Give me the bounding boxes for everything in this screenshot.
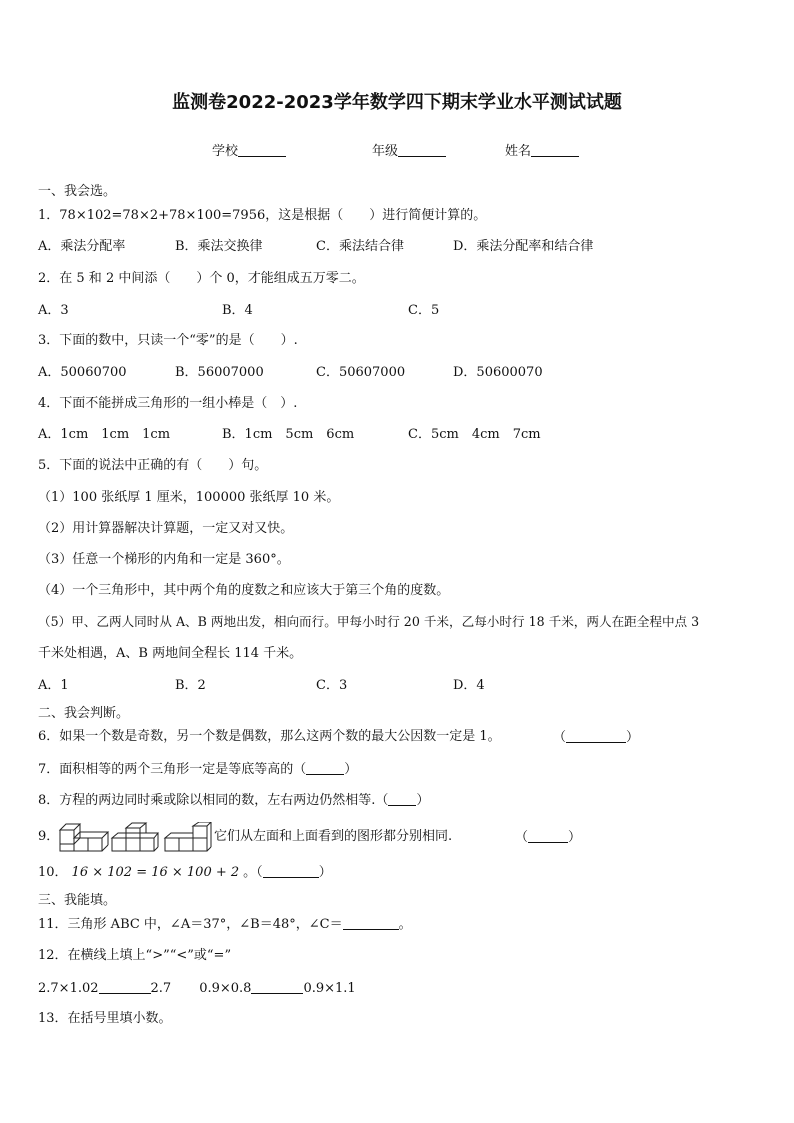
q12-blank-1[interactable] [99, 979, 151, 994]
q11-answer-blank[interactable] [343, 915, 399, 930]
q12-expr-1: 2.7×1.02 [38, 981, 99, 996]
q9-open: （ [515, 830, 529, 845]
question-10 [38, 863, 332, 882]
q10-tail: 。（ [243, 865, 263, 880]
q2-option-a[interactable]: A．3 [38, 303, 69, 318]
section-heading: 三、我能填。 [38, 893, 117, 908]
q5-option-b[interactable]: B．2 [175, 678, 206, 693]
q3-option-a[interactable]: A．50060700 [38, 365, 127, 380]
q5-option-c[interactable]: C．3 [316, 678, 348, 693]
question-12: 12．在横线上填上“>”“<”或“=” [38, 948, 232, 963]
q11-text: 11．三角形 ABC 中，∠A＝37°，∠B＝48°，∠C＝ [38, 917, 343, 932]
q5-statement-5: （5）甲、乙两人同时从 A、B 两地出发，相向而行。甲每小时行 20 千米，乙每小时行 18 千米，两人在距全程中点 3 [38, 614, 700, 629]
question-9: 它们从左面和上面看到的图形都分别相同. [214, 829, 453, 844]
q12-blank-2[interactable] [251, 979, 303, 994]
section-heading: 二、我会判断。 [38, 706, 130, 721]
question-5: 5．下面的说法中正确的有（ ）句。 [38, 458, 268, 473]
question-7 [38, 760, 357, 779]
q5-option-a[interactable]: A．1 [38, 678, 69, 693]
q5-statement-4: （4）一个三角形中，其中两个角的度数之和应该大于第三个角的度数。 [38, 583, 450, 598]
q3-option-b[interactable]: B．56007000 [175, 365, 264, 380]
q12-expr-3: 0.9×0.8 [199, 981, 252, 996]
question-4: 4．下面不能拼成三角形的一组小棒是（ ）. [38, 396, 298, 411]
q10-close: ） [318, 865, 332, 880]
name-field [505, 140, 579, 159]
q5-statement-1: （1）100 张纸厚 1 厘米，100000 张纸厚 10 米。 [38, 490, 340, 505]
q8-close: ） [416, 793, 430, 808]
question-8 [38, 791, 429, 810]
cube-figure-3 [163, 822, 213, 852]
question-13: 13．在括号里填小数。 [38, 1011, 172, 1026]
q7-answer-blank[interactable] [306, 760, 344, 775]
question-6: 6．如果一个数是奇数，另一个数是偶数，那么这两个数的最大公因数一定是 1。 [38, 729, 501, 744]
grade-blank[interactable] [398, 142, 446, 157]
q9-answer-bracket[interactable] [515, 828, 581, 847]
q1-option-a[interactable]: A．乘法分配率 [38, 239, 126, 254]
q8-text: 8．方程的两边同时乘或除以相同的数，左右两边仍然相等.（ [38, 793, 389, 808]
q12-expr-4: 0.9×1.1 [303, 981, 356, 996]
q2-option-c[interactable]: C．5 [408, 303, 440, 318]
q9-close: ） [568, 830, 582, 845]
page-title: 监测卷2022-2023学年数学四下期末学业水平测试试题 [172, 92, 622, 113]
q5-statement-3: （3）任意一个梯形的内角和一定是 360°。 [38, 552, 290, 567]
q6-answer-bracket[interactable]: （ ） [553, 730, 640, 745]
cube-figure-1 [58, 822, 110, 852]
school-label: 学校 [212, 144, 239, 159]
q12-expr-2: 2.7 [150, 981, 172, 996]
q1-option-b[interactable]: B．乘法交换律 [175, 239, 263, 254]
q7-close: ） [344, 762, 358, 777]
q8-answer-blank[interactable] [388, 791, 416, 806]
name-label: 姓名 [505, 144, 532, 159]
q10-number: 10． [38, 865, 68, 880]
question-11 [38, 915, 412, 934]
q4-option-a[interactable]: A．1cm 1cm 1cm [38, 427, 171, 442]
q2-option-b[interactable]: B．4 [222, 303, 253, 318]
q12-comparisons [38, 979, 356, 998]
question-3: 3．下面的数中，只读一个“零”的是（ ）. [38, 333, 298, 348]
q10-equation: 16 × 102 = 16 × 100 + 2 [71, 865, 240, 880]
name-blank[interactable] [531, 142, 579, 157]
question-2: 2．在 5 和 2 中间添（ ）个 0，才能组成五万零二。 [38, 271, 365, 286]
q3-option-d[interactable]: D．50600070 [453, 365, 543, 380]
school-field [212, 140, 286, 159]
q1-option-c[interactable]: C．乘法结合律 [316, 239, 404, 254]
q9-answer-blank[interactable] [528, 828, 568, 843]
grade-field [372, 140, 446, 159]
q5-option-d[interactable]: D．4 [453, 678, 485, 693]
q3-option-c[interactable]: C．50607000 [316, 365, 406, 380]
q10-answer-blank[interactable] [263, 863, 319, 878]
q4-option-b[interactable]: B．1cm 5cm 6cm [222, 427, 355, 442]
q7-text: 7．面积相等的两个三角形一定是等底等高的（ [38, 762, 307, 777]
q1-option-d[interactable]: D．乘法分配率和结合律 [453, 239, 594, 254]
q4-option-c[interactable]: C．5cm 4cm 7cm [408, 427, 541, 442]
question-1: 1．78×102=78×2+78×100=7956，这是根据（ ）进行简便计算的。 [38, 208, 487, 223]
school-blank[interactable] [238, 142, 286, 157]
q5-statement-2: （2）用计算器解决计算题，一定又对又快。 [38, 521, 294, 536]
grade-label: 年级 [372, 144, 399, 159]
q9-number: 9． [38, 829, 60, 844]
cube-figure-2 [110, 822, 160, 852]
section-heading: 一、我会选。 [38, 184, 117, 199]
q6-answer-blank[interactable] [566, 728, 626, 743]
q11-end: 。 [398, 917, 412, 932]
q5-statement-5-cont: 千米处相遇，A、B 两地间全程长 114 千米。 [38, 646, 303, 661]
